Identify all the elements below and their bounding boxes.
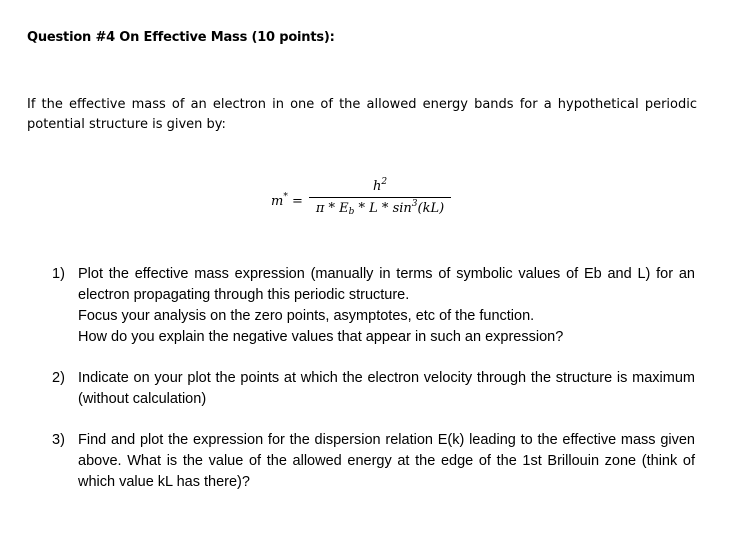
fraction-bar <box>309 197 451 198</box>
item-line: How do you explain the negative values that appear in such an expression? <box>78 329 564 345</box>
formula-den-part1: π * E <box>315 201 349 216</box>
formula-den-sup: 3 <box>411 199 418 209</box>
list-item <box>52 430 695 493</box>
list-item <box>52 264 695 348</box>
item-line: Indicate on your plot the points at which the electron velocity through the structure is maximum (without calculation) <box>78 370 695 407</box>
intro-paragraph: If the effective mass of an electron in one of the allowed energy bands for a hypothetical periodic potential structure is given by: <box>27 97 697 132</box>
formula-denominator <box>309 200 451 218</box>
formula-lhs-sup: * <box>283 192 288 202</box>
formula-den-sub: b <box>348 207 355 217</box>
formula-equals: = <box>291 194 303 209</box>
list-item <box>52 368 695 410</box>
formula-numerator-sup: 2 <box>381 177 388 187</box>
item-line: Focus your analysis on the zero points, asymptotes, etc of the function. <box>78 308 535 324</box>
item-line: Find and plot the expression for the dispersion relation E(k) leading to the effective mass given above. What is the value of the allowed energy at the edge of the 1st Brillouin zone (think of which value kL has there)? <box>78 432 695 490</box>
formula-numerator <box>309 178 451 196</box>
formula-numerator-base: h <box>372 179 382 194</box>
item-number: 1) <box>52 266 65 282</box>
item-line: Plot the effective mass expression (manually in terms of symbolic values of Eb and L) for an electron propagating through this periodic structure. <box>78 266 695 303</box>
formula-fraction <box>309 178 451 218</box>
formula-den-part3: (kL) <box>417 201 445 216</box>
formula-lhs-symbol: m <box>271 194 284 209</box>
item-number: 3) <box>52 432 65 448</box>
formula-lhs <box>271 194 303 209</box>
question-title: Question #4 On Effective Mass (10 points): <box>27 30 335 45</box>
formula-den-part2: * L * sin <box>354 201 412 216</box>
item-number: 2) <box>52 370 65 386</box>
question-list <box>52 264 695 513</box>
